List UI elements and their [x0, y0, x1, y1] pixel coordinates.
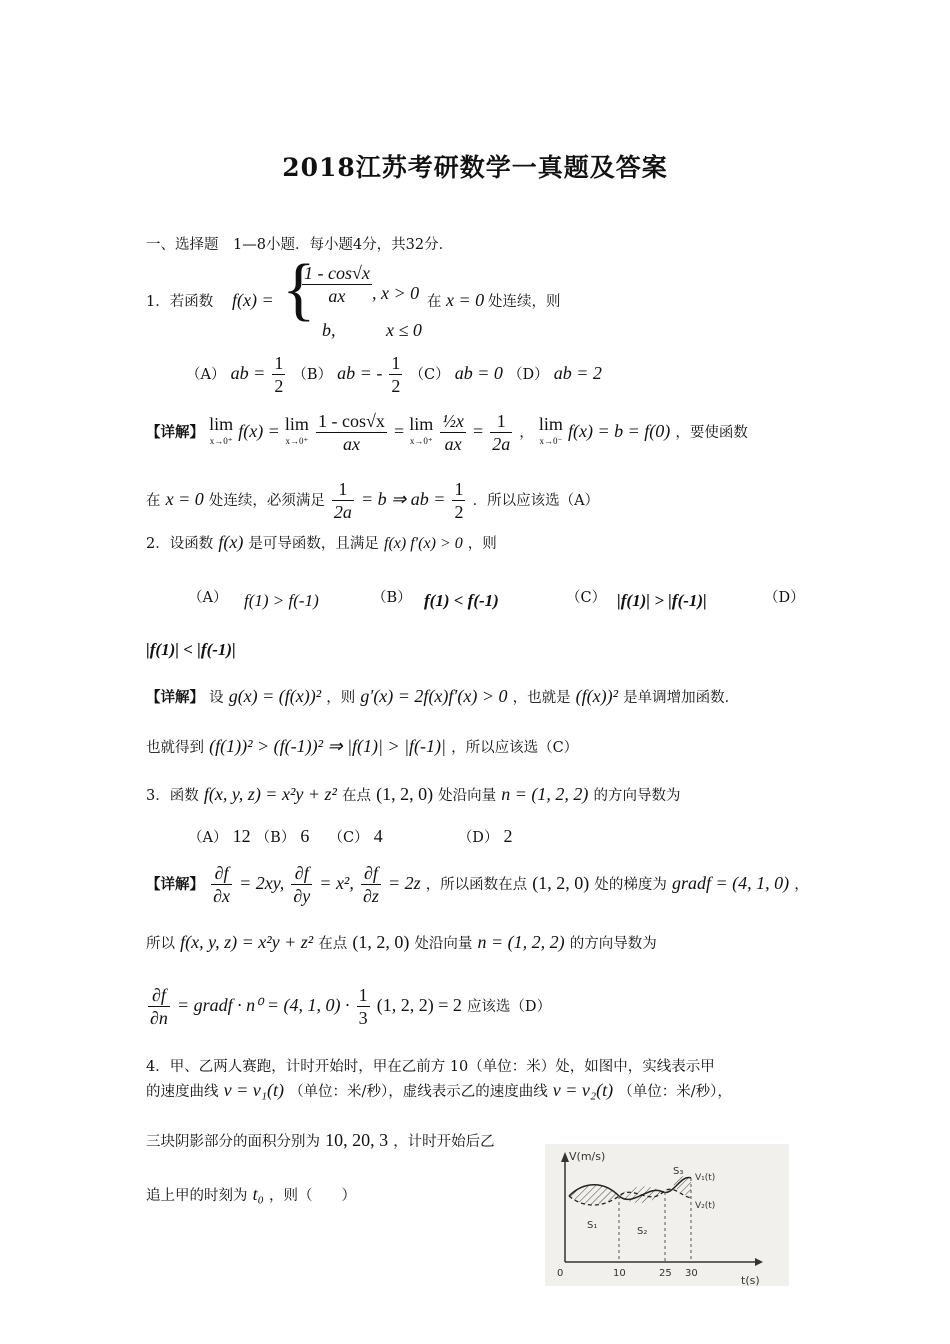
- q1-case1: [300, 262, 374, 307]
- q1-d-frac3: $\frac{1}{2a}$: [492, 411, 511, 454]
- q3-optB: 6: [300, 826, 310, 846]
- q4-line2: 的速度曲线 v = v₁(t) （单位：米/秒），虚线表示乙的速度曲线 v = v₂(t) （单位：米/秒），: [146, 1080, 732, 1100]
- q3-optD: 2: [503, 826, 513, 846]
- q1-case1-frac: $\frac{1 - \cos√x}{ax}$: [304, 263, 370, 306]
- x-axis-arrow: [755, 1258, 763, 1266]
- q3-detail1: 【详解】 $\frac{\partial f}{\partial x}$ = 2xy, $\frac{\partial f}{\partial y}$ = x², $\frac{\partial f}{\partial z}$ = 2z ，所以函数在点 (1, 2, 0) 处的梯度为 gradf = (4, 1, 0) ，: [146, 863, 809, 906]
- page-title: 2018江苏考研数学一真题及答案: [282, 153, 668, 182]
- q2-cond: f(x) f′(x) > 0: [384, 535, 463, 552]
- q2-fx: f(x): [218, 532, 244, 552]
- tick-10: 10: [613, 1268, 626, 1279]
- q2-detail1: 【详解】 设 g(x) = (f(x))² ，则 g′(x) = 2f(x)f′(x) > 0 ，也就是 (f(x))² 是单调增加函数．: [146, 686, 740, 706]
- q3-stem: 3．函数 f(x, y, z) = x²y + z² 在点 (1, 2, 0) 处沿向量 n = (1, 2, 2) 的方向导数为: [146, 784, 681, 804]
- tick-25: 25: [659, 1268, 672, 1279]
- section-heading: 一、选择题 1—8小题．每小题4分，共32分．: [146, 237, 454, 253]
- q1-d-eq1: =: [394, 421, 405, 441]
- q1-optC: ab = 0: [454, 363, 503, 383]
- label-s2: S₂: [637, 1226, 648, 1237]
- q2-optD-label: （D）: [764, 590, 805, 606]
- q3-func: f(x, y, z) = x²y + z²: [203, 784, 337, 804]
- q2-optC-label: （C）: [566, 590, 607, 606]
- q2-detail-label: 【详解】: [146, 689, 204, 706]
- q1-optD-label: （D）: [507, 367, 549, 383]
- q1-case1-cond: , x > 0: [372, 283, 420, 303]
- velocity-figure: [545, 1144, 789, 1286]
- y-axis-label: V(m/s): [569, 1150, 606, 1163]
- label-s1: S₁: [587, 1220, 598, 1231]
- q1-lim2: lim x→0⁺: [284, 414, 309, 446]
- y-axis-arrow: [561, 1152, 569, 1162]
- q1-detail-label: 【详解】: [146, 424, 204, 441]
- q2-optC: |f(1)| > |f(-1)|: [617, 591, 707, 610]
- q1-point: x = 0: [446, 290, 485, 310]
- q4-line4: 追上甲的时刻为 t₀ ，则（ ）: [146, 1184, 356, 1204]
- q2-optA: f(1) > f(-1): [244, 591, 319, 610]
- q3-detail-label: 【详解】: [146, 876, 204, 893]
- q1-case2-cond: x ≤ 0: [386, 320, 422, 340]
- q2-optA-label: （A）: [188, 590, 228, 606]
- q1-optC-label: （C）: [409, 367, 450, 383]
- q1-d-comma: ，: [519, 425, 534, 441]
- q3-detail3: $\frac{\partial f}{\partial n}$ = gradf · n⁰ = (4, 1, 0) · $\frac{1}{3}$ (1, 2, 2) = 2 应该选（D）: [150, 985, 552, 1028]
- q1-options: [186, 352, 602, 397]
- q1-case2: b,: [322, 320, 336, 340]
- q1-optD: ab = 2: [553, 363, 602, 383]
- origin-label: 0: [557, 1268, 564, 1279]
- q1-optB-frac: $\frac{1}{2}$: [391, 353, 401, 396]
- q1-fx: f(x) =: [232, 290, 274, 310]
- q1-lim1: lim x→0⁺: [209, 414, 234, 446]
- q1-at: 在: [427, 294, 442, 310]
- q1-suffix: 处连续，则: [488, 294, 561, 310]
- q3-detail2: 所以 f(x, y, z) = x²y + z² 在点 (1, 2, 0) 处沿向量 n = (1, 2, 2) 的方向导数为: [146, 932, 657, 952]
- q1-lim4: lim x→0⁻: [538, 414, 563, 446]
- q1-optA: ab =: [230, 363, 266, 383]
- q1-d-frac1: $\frac{1 - \cos√x}{ax}$: [318, 411, 385, 454]
- q1-brace: {: [282, 251, 316, 328]
- q1-optA-label: （A）: [186, 367, 226, 383]
- q2-stem: 2．设函数 f(x) 是可导函数，且满足 f(x) f′(x) > 0 ，则: [146, 532, 497, 552]
- q1-lim3: lim x→0⁺: [409, 414, 434, 446]
- q4-line1: 4．甲、乙两人赛跑，计时开始时，甲在乙前方 10（单位：米）处，如图中，实线表示甲: [146, 1059, 715, 1075]
- label-v2: V₂(t): [695, 1201, 716, 1211]
- x-axis-label: t(s): [741, 1274, 760, 1286]
- label-s3: S₃: [673, 1166, 684, 1177]
- q3-optA: 12: [232, 826, 251, 846]
- q1-d2-point: x = 0: [165, 489, 204, 509]
- q1-d-eq2: =: [472, 421, 484, 441]
- q1-d-fx: f(x) =: [238, 421, 280, 441]
- q1-d2-eq: = b ⇒ ab =: [361, 489, 446, 509]
- q2-optD: |f(1)| < |f(-1)|: [146, 640, 236, 659]
- tick-30: 30: [685, 1268, 698, 1279]
- q4-line3: 三块阴影部分的面积分别为 10, 20, 3 ，计时开始后乙: [146, 1130, 495, 1150]
- q1-optB-label: （B）: [292, 367, 333, 383]
- q1-d-frac2: $\frac{\text{½x}}{ax}$: [442, 411, 464, 454]
- q1-d2-frac2: $\frac{1}{2}$: [454, 479, 464, 522]
- q2-optB: f(1) < f(-1): [424, 591, 499, 610]
- label-v1: V₁(t): [695, 1173, 716, 1183]
- q3-optC: 4: [373, 826, 383, 846]
- q2-detail2: 也就得到 (f(1))² > (f(-1))² ⇒ |f(1)| > |f(-1)| ，所以应该选（C）: [146, 736, 579, 756]
- q2-optB-label: （B）: [372, 590, 412, 606]
- q1-d-tail: ，要使函数: [675, 425, 748, 441]
- q1-detail: [146, 410, 748, 455]
- q1-d2-frac: $\frac{1}{2a}$: [333, 479, 352, 522]
- q3-options: （A） 12 （B） 6 （C） 4 （D） 2: [188, 826, 513, 846]
- q1-d-rhs: f(x) = b = f(0): [568, 421, 671, 441]
- velocity-graph: [545, 1144, 789, 1286]
- q1-detail2: 在 x = 0 处连续，必须满足 $\frac{1}{2a}$ = b ⇒ ab = $\frac{1}{2}$ ．所以应该选（A）: [146, 479, 600, 522]
- q1-optA-frac: $\frac{1}{2}$: [274, 353, 284, 396]
- q1-prefix: 1．若函数: [146, 294, 214, 310]
- q1-optB: ab = -: [337, 363, 383, 383]
